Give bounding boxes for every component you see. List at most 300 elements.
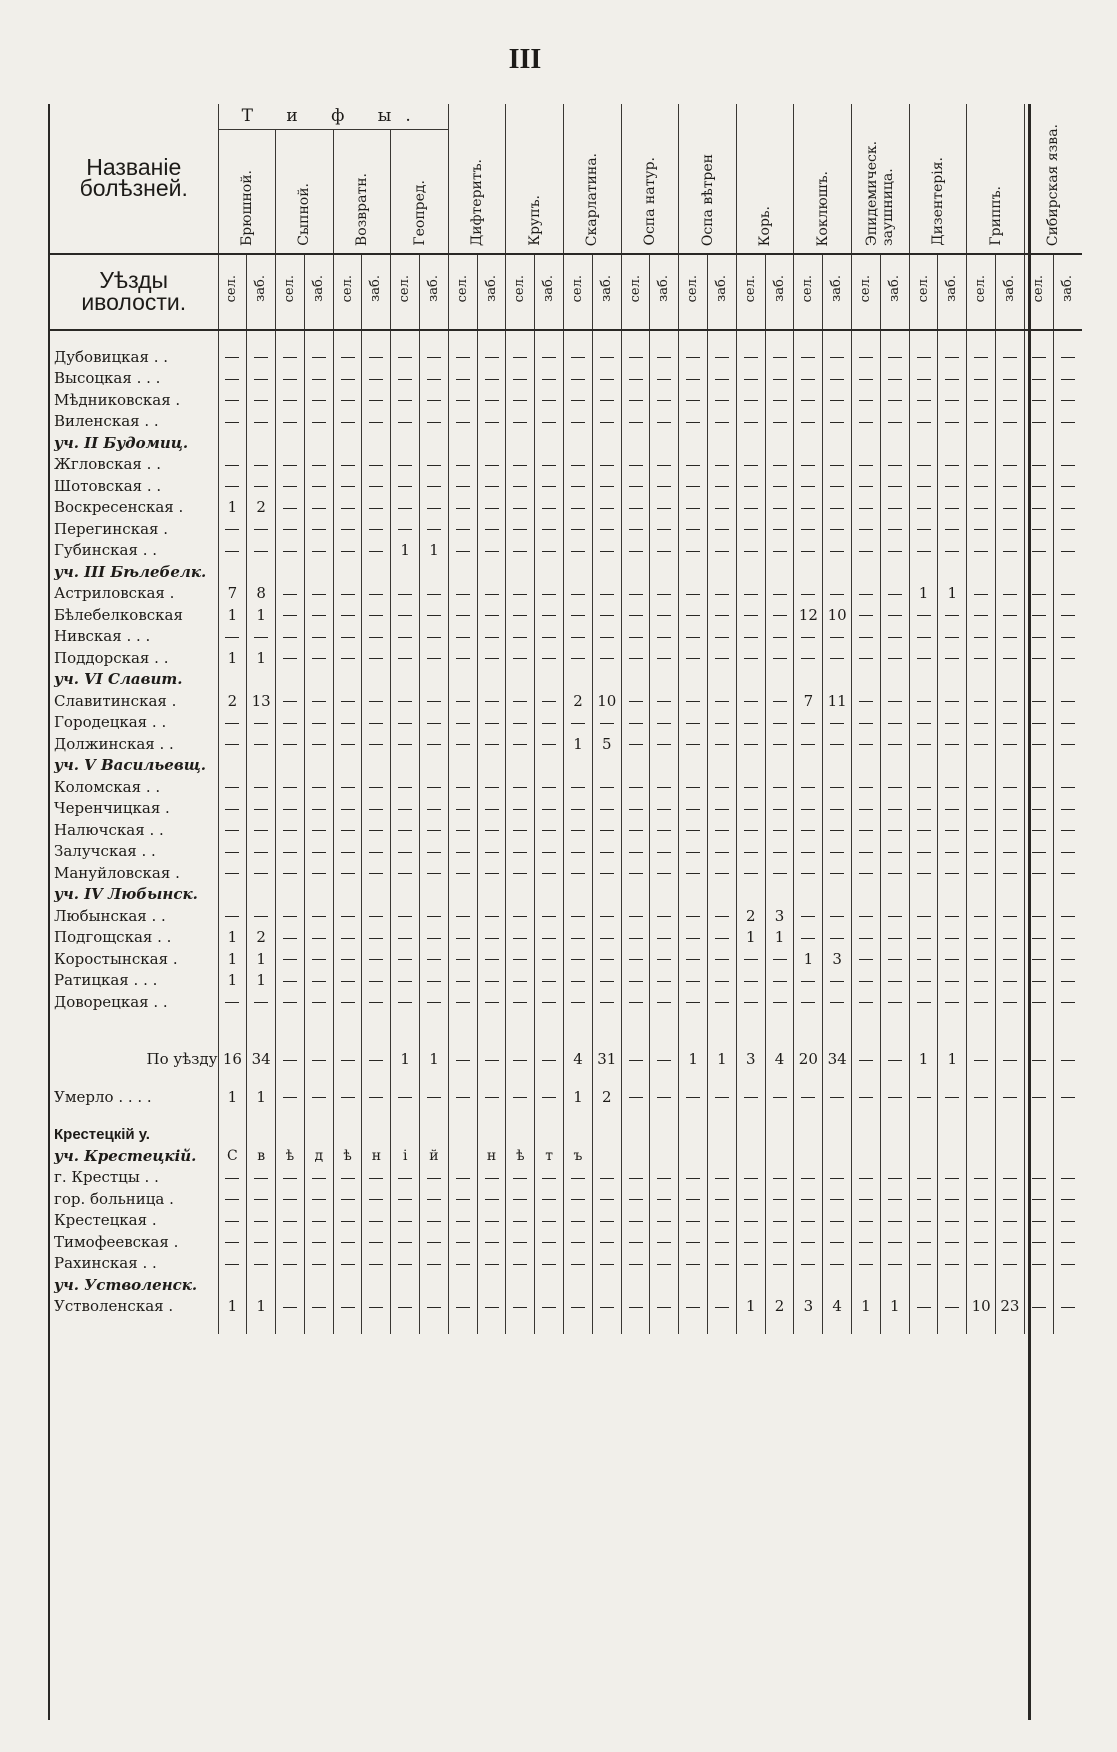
subheader-label: сел. (857, 274, 873, 302)
dash-mark (801, 830, 815, 831)
dash-mark (974, 357, 988, 358)
empty-cell (794, 755, 823, 777)
value-cell (852, 906, 881, 928)
value-cell (1053, 583, 1082, 605)
dash-mark (773, 809, 787, 810)
dash-mark (1061, 422, 1075, 423)
empty-cell (477, 755, 506, 777)
spacer-cell (621, 1013, 650, 1049)
value-cell (852, 1210, 881, 1232)
empty-cell (362, 884, 391, 906)
value-cell (1024, 454, 1053, 476)
value-cell (736, 777, 765, 799)
value-cell (679, 540, 708, 562)
spacer-cell (218, 330, 247, 347)
spacer-cell (967, 1013, 996, 1049)
value-cell: 1 (391, 1049, 420, 1071)
value-cell (362, 1253, 391, 1275)
dash-mark (974, 529, 988, 530)
zab-subheader (765, 254, 794, 330)
dash-mark (571, 787, 585, 788)
value-cell (247, 906, 276, 928)
value-cell (448, 949, 477, 971)
spacer-cell (650, 330, 679, 347)
value-cell (880, 1232, 909, 1254)
value-cell (679, 1232, 708, 1254)
dash-mark (830, 852, 844, 853)
dash-mark (283, 787, 297, 788)
empty-cell (967, 1275, 996, 1297)
dash-mark (859, 787, 873, 788)
value-cell: 1 (391, 540, 420, 562)
dash-mark (859, 1242, 873, 1243)
spacer-cell (621, 1318, 650, 1334)
value-cell (823, 454, 852, 476)
value-cell (621, 390, 650, 412)
dash-mark (629, 1199, 643, 1200)
dash-mark (974, 852, 988, 853)
empty-cell (247, 755, 276, 777)
dash-mark (485, 938, 499, 939)
dash-mark (225, 852, 239, 853)
value-cell (448, 1167, 477, 1189)
value-cell: 1 (564, 1087, 593, 1109)
spacer-cell (592, 1013, 621, 1049)
value-cell (247, 368, 276, 390)
dash-mark (513, 1097, 527, 1098)
value-cell (420, 691, 449, 713)
dash-mark (888, 959, 902, 960)
value-cell (477, 1049, 506, 1071)
value-cell (477, 626, 506, 648)
dash-mark (888, 1060, 902, 1061)
dash-mark (542, 1264, 556, 1265)
dash-mark (917, 1242, 931, 1243)
dash-mark (513, 1307, 527, 1308)
dash-mark (629, 1221, 643, 1222)
dash-mark (715, 787, 729, 788)
empty-cell (477, 562, 506, 584)
value-cell (967, 605, 996, 627)
value-cell (765, 347, 794, 369)
dash-mark (542, 658, 556, 659)
dash-mark (686, 529, 700, 530)
value-cell (967, 454, 996, 476)
value-cell (880, 540, 909, 562)
value-cell (535, 841, 564, 863)
dash-mark (456, 422, 470, 423)
dash-mark (888, 1221, 902, 1222)
dash-mark (369, 508, 383, 509)
value-cell (333, 777, 362, 799)
dash-mark (974, 809, 988, 810)
value-cell (996, 1087, 1025, 1109)
dash-mark (283, 809, 297, 810)
dash-mark (686, 1264, 700, 1265)
dash-mark (225, 551, 239, 552)
empty-cell (909, 1275, 938, 1297)
dash-mark (398, 744, 412, 745)
value-cell (276, 583, 305, 605)
value-cell (276, 712, 305, 734)
spacer-cell (880, 330, 909, 347)
value-cell (391, 347, 420, 369)
value-cell (938, 347, 967, 369)
dash-mark (801, 1097, 815, 1098)
dash-mark (629, 615, 643, 616)
value-cell (708, 1232, 737, 1254)
value-cell (535, 863, 564, 885)
value-cell (564, 583, 593, 605)
dash-mark (283, 959, 297, 960)
dash-mark (312, 787, 326, 788)
dash-mark (657, 981, 671, 982)
value-cell (362, 841, 391, 863)
empty-cell (880, 669, 909, 691)
dash-mark (312, 422, 326, 423)
dash-mark (513, 357, 527, 358)
value-cell (362, 368, 391, 390)
sel-subheader (852, 254, 881, 330)
dash-mark (974, 400, 988, 401)
dash-mark (398, 981, 412, 982)
dash-mark (686, 723, 700, 724)
dash-mark (312, 938, 326, 939)
dash-mark (686, 594, 700, 595)
dash-mark (1032, 1242, 1046, 1243)
dash-mark (974, 916, 988, 917)
section-label: уч. Крестецкій. (54, 1146, 197, 1165)
dash-mark (1032, 1264, 1046, 1265)
value-cell (880, 476, 909, 498)
value-cell (736, 540, 765, 562)
value-cell (448, 1049, 477, 1071)
value-cell (362, 691, 391, 713)
value-cell (448, 454, 477, 476)
typhus-header-label: Брюшной. (238, 170, 255, 246)
dash-mark (254, 830, 268, 831)
value-cell (823, 497, 852, 519)
value-cell (996, 1167, 1025, 1189)
dash-mark (369, 852, 383, 853)
empty-cell (679, 1124, 708, 1146)
value-cell (506, 648, 535, 670)
spacer-cell (50, 1108, 218, 1124)
dash-mark (1003, 1199, 1017, 1200)
dash-mark (773, 422, 787, 423)
value-cell (420, 1210, 449, 1232)
dash-mark (398, 658, 412, 659)
value-cell (621, 368, 650, 390)
volost-label: Уѣзды и (81, 267, 169, 315)
value-cell (1024, 476, 1053, 498)
dash-mark (686, 379, 700, 380)
dash-mark (571, 723, 585, 724)
dash-mark (456, 465, 470, 466)
dash-mark (888, 1178, 902, 1179)
dash-mark (398, 465, 412, 466)
value-cell (535, 1167, 564, 1189)
value-cell (736, 519, 765, 541)
spacer-cell (650, 1013, 679, 1049)
dash-mark (629, 723, 643, 724)
dash-mark (715, 465, 729, 466)
empty-cell (823, 755, 852, 777)
empty-cell (1053, 1146, 1082, 1168)
dash-mark (830, 1199, 844, 1200)
value-cell (823, 347, 852, 369)
spacer-cell (794, 1108, 823, 1124)
dash-mark (369, 701, 383, 702)
dash-mark (456, 1307, 470, 1308)
dash-mark (629, 1307, 643, 1308)
value-cell (736, 1167, 765, 1189)
value-cell (823, 519, 852, 541)
value-cell (1053, 368, 1082, 390)
dash-mark (715, 830, 729, 831)
dash-mark (369, 1002, 383, 1003)
section-label: уч. III Бѣлебелк. (54, 562, 207, 581)
dash-mark (312, 594, 326, 595)
value-cell (852, 992, 881, 1014)
value-cell (880, 820, 909, 842)
empty-cell (823, 562, 852, 584)
value-cell (506, 454, 535, 476)
value-cell (1024, 497, 1053, 519)
disease-header-label: Оспа натур. (641, 157, 658, 246)
value-cell (477, 734, 506, 756)
value-cell (276, 648, 305, 670)
empty-cell (794, 1124, 823, 1146)
spacer-cell (880, 1318, 909, 1334)
dash-mark (456, 615, 470, 616)
value-cell (535, 1253, 564, 1275)
spacer-cell (823, 1318, 852, 1334)
value-cell (996, 1232, 1025, 1254)
dash-mark (686, 787, 700, 788)
value-cell (679, 798, 708, 820)
dash-mark (542, 465, 556, 466)
value-cell (909, 777, 938, 799)
dash-mark (1061, 1097, 1075, 1098)
spacer-cell (333, 1013, 362, 1049)
value-cell (650, 476, 679, 498)
value-cell (362, 1049, 391, 1071)
zab-subheader (535, 254, 564, 330)
empty-cell (823, 884, 852, 906)
spacer-cell (708, 330, 737, 347)
value-cell (448, 992, 477, 1014)
subheader-label: заб. (656, 274, 672, 302)
sel-subheader (909, 254, 938, 330)
dash-mark (571, 615, 585, 616)
dash-mark (341, 873, 355, 874)
spacer-cell (448, 330, 477, 347)
value-cell (420, 992, 449, 1014)
subheader-label: заб. (944, 274, 960, 302)
dash-mark (341, 379, 355, 380)
dash-mark (657, 486, 671, 487)
spacer-cell (592, 1071, 621, 1087)
value-cell (304, 390, 333, 412)
empty-cell (650, 1124, 679, 1146)
dash-mark (312, 744, 326, 745)
no-data-letter: С (218, 1146, 247, 1168)
value-cell (880, 1189, 909, 1211)
dash-mark (427, 658, 441, 659)
value-cell (304, 519, 333, 541)
value-cell (621, 583, 650, 605)
dash-mark (1032, 938, 1046, 939)
spacer-cell (448, 1071, 477, 1087)
dash-mark (571, 357, 585, 358)
dash-mark (600, 594, 614, 595)
value-cell (708, 411, 737, 433)
empty-cell (1053, 562, 1082, 584)
empty-cell (448, 562, 477, 584)
spacer-cell (535, 330, 564, 347)
dash-mark (1003, 508, 1017, 509)
dash-mark (456, 852, 470, 853)
dash-mark (312, 357, 326, 358)
dash-mark (571, 551, 585, 552)
value-cell (621, 1167, 650, 1189)
no-data-letter (448, 1146, 477, 1168)
value-cell (909, 863, 938, 885)
empty-cell (535, 669, 564, 691)
disease-header-10 (794, 104, 852, 254)
dash-mark (859, 1097, 873, 1098)
value-cell (564, 712, 593, 734)
dash-mark (225, 723, 239, 724)
dash-mark (398, 852, 412, 853)
value-cell: 2 (247, 497, 276, 519)
dash-mark (888, 594, 902, 595)
value-cell (765, 734, 794, 756)
empty-cell (420, 755, 449, 777)
value-cell (880, 691, 909, 713)
dash-mark (312, 852, 326, 853)
dash-mark (744, 551, 758, 552)
value-cell (650, 347, 679, 369)
dash-mark (571, 852, 585, 853)
value-cell (564, 820, 593, 842)
value-cell (852, 970, 881, 992)
dash-mark (398, 379, 412, 380)
spacer-cell (736, 1013, 765, 1049)
value-cell (736, 454, 765, 476)
dash-mark (571, 1178, 585, 1179)
value-cell (304, 1189, 333, 1211)
dash-mark (917, 1221, 931, 1222)
dash-mark (801, 357, 815, 358)
dash-mark (283, 916, 297, 917)
value-cell (823, 863, 852, 885)
dash-mark (801, 1264, 815, 1265)
value-cell (592, 863, 621, 885)
disease-header-label: Гриппъ. (987, 186, 1004, 246)
spacer-cell (506, 1071, 535, 1087)
value-cell (880, 906, 909, 928)
dash-mark (1003, 938, 1017, 939)
value-cell (909, 1210, 938, 1232)
value-cell (1053, 798, 1082, 820)
value-cell: 2 (765, 1296, 794, 1318)
subheader-label: сел. (512, 274, 528, 302)
value-cell (823, 820, 852, 842)
dash-mark (513, 938, 527, 939)
dash-mark (513, 615, 527, 616)
spacer-cell (909, 1318, 938, 1334)
value-cell (535, 1087, 564, 1109)
value-cell (852, 1253, 881, 1275)
spacer-cell (477, 330, 506, 347)
dash-mark (341, 1307, 355, 1308)
dash-mark (485, 465, 499, 466)
value-cell (765, 1189, 794, 1211)
spacer-cell (1024, 1071, 1053, 1087)
spacer-cell (333, 1108, 362, 1124)
dash-mark (657, 1242, 671, 1243)
value-cell (564, 497, 593, 519)
dash-mark (427, 852, 441, 853)
empty-cell (996, 884, 1025, 906)
spacer-cell (708, 1071, 737, 1087)
value-cell: 1 (218, 1296, 247, 1318)
dash-mark (773, 852, 787, 853)
dash-mark (974, 701, 988, 702)
dash-mark (830, 1178, 844, 1179)
value-cell (650, 777, 679, 799)
value-cell (938, 906, 967, 928)
value-cell (391, 497, 420, 519)
dash-mark (1003, 723, 1017, 724)
value-cell (564, 411, 593, 433)
value-cell (765, 368, 794, 390)
dash-mark (571, 1307, 585, 1308)
dash-mark (657, 830, 671, 831)
value-cell (1053, 820, 1082, 842)
empty-cell (592, 884, 621, 906)
value-cell (362, 906, 391, 928)
value-cell (823, 411, 852, 433)
empty-cell (736, 562, 765, 584)
value-cell: 10 (967, 1296, 996, 1318)
volost-name: Высоцкая . . . (54, 369, 161, 387)
value-cell (391, 1232, 420, 1254)
spacer-cell (938, 1013, 967, 1049)
spacer-cell (650, 1108, 679, 1124)
value-cell (218, 777, 247, 799)
dash-mark (1032, 959, 1046, 960)
dash-mark (830, 379, 844, 380)
value-cell (592, 1189, 621, 1211)
spacer-cell (247, 1318, 276, 1334)
dash-mark (456, 486, 470, 487)
spacer-cell (1024, 1108, 1053, 1124)
spacer-cell (736, 330, 765, 347)
disease-header-label: Корь. (757, 205, 774, 246)
disease-header-5 (506, 104, 564, 254)
dash-mark (859, 357, 873, 358)
dash-mark (715, 1307, 729, 1308)
dash-mark (427, 916, 441, 917)
value-cell (448, 1087, 477, 1109)
empty-cell (679, 669, 708, 691)
dash-mark (888, 830, 902, 831)
value-cell (909, 411, 938, 433)
dash-mark (600, 830, 614, 831)
